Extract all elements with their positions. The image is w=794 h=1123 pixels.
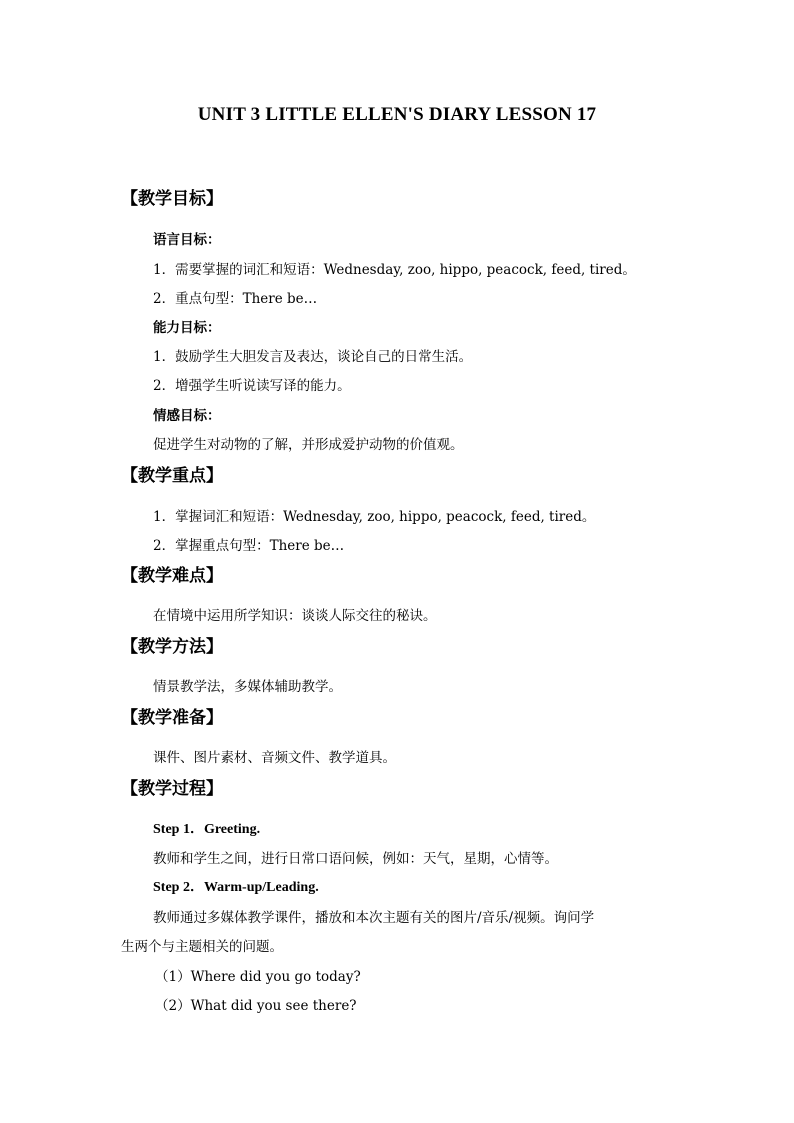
- section-heading-preparation: 【教学准备】: [121, 708, 223, 728]
- step2-label: Step 2．Warm-up/Leading.: [153, 880, 319, 895]
- step2-text-continued: 生两个与主题相关的问题。: [121, 939, 283, 955]
- section-heading-process: 【教学过程】: [121, 779, 223, 799]
- preparation-text: 课件、图片素材、音频文件、教学道具。: [153, 750, 396, 766]
- ability-goal-label: 能力目标：: [153, 320, 221, 336]
- language-goal-label: 语言目标：: [153, 232, 221, 248]
- section-heading-difficulty: 【教学难点】: [121, 566, 223, 586]
- section-heading-goals: 【教学目标】: [121, 189, 223, 209]
- emotion-goal-text: 促进学生对动物的了解，并形成爱护动物的价值观。: [153, 437, 464, 453]
- language-goal-item: 1．需要掌握的词汇和短语：Wednesday, zoo, hippo, peacock, feed, tired。: [153, 262, 636, 278]
- document-title: UNIT 3 LITTLE ELLEN'S DIARY LESSON 17: [197, 104, 597, 125]
- ability-goal-item: 2．增强学生听说读写译的能力。: [153, 378, 351, 394]
- step1-label: Step 1．Greeting.: [153, 822, 261, 837]
- key-point-item: 2．掌握重点句型：There be…: [153, 538, 345, 554]
- language-goal-item: 2．重点句型：There be…: [153, 291, 318, 307]
- ability-goal-item: 1．鼓励学生大胆发言及表达，谈论自己的日常生活。: [153, 349, 473, 365]
- step1-text: 教师和学生之间，进行日常口语问候，例如：天气，星期，心情等。: [153, 851, 558, 867]
- step2-text: 教师通过多媒体教学课件，播放和本次主题有关的图片/音乐/视频。询问学: [153, 910, 595, 926]
- section-heading-key-points: 【教学重点】: [121, 466, 223, 486]
- method-text: 情景教学法，多媒体辅助教学。: [153, 679, 342, 695]
- section-heading-method: 【教学方法】: [121, 637, 223, 657]
- difficulty-text: 在情境中运用所学知识：谈谈人际交往的秘诀。: [153, 608, 437, 624]
- emotion-goal-label: 情感目标：: [153, 408, 221, 424]
- key-point-item: 1．掌握词汇和短语：Wednesday, zoo, hippo, peacock, feed, tired。: [153, 509, 596, 525]
- question-item: （2）What did you see there?: [155, 998, 357, 1014]
- question-item: （1）Where did you go today?: [155, 969, 361, 985]
